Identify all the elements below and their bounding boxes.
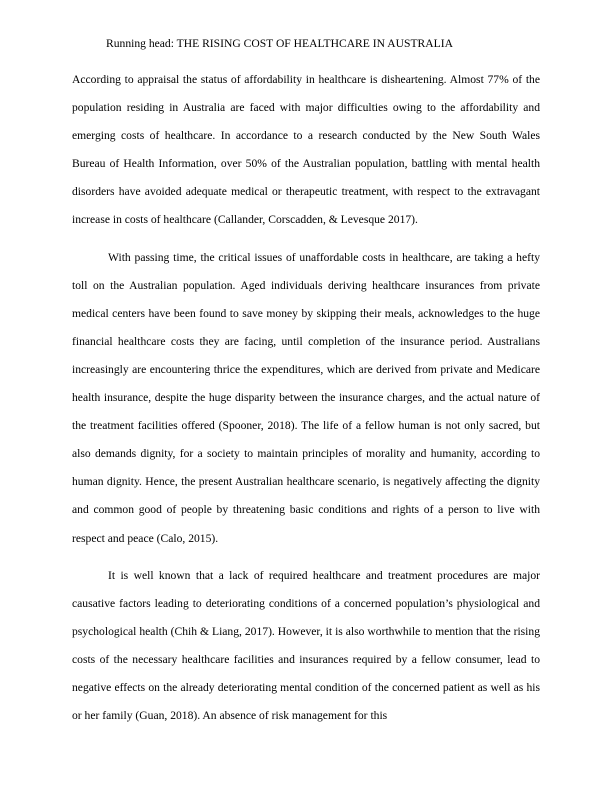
paragraph-3: It is well known that a lack of required healthcare and treatment procedures are major causative factors leading to deteriorating conditions of a concerned population’s physiological and psychological health (Chih & Liang, 2017). However, it is also worthwhile to mention that the rising costs of the necessary healthcare facilities and insurances required by a fellow consumer, lead to negative effects on the already deteriorating mental condition of the concerned patient as well as his or her family (Guan, 2018). An absence of risk management for this xyxy=(72,568,540,723)
body-text xyxy=(72,66,540,730)
paragraph-1: According to appraisal the status of affordability in healthcare is disheartening. Almost 77% of the population residing in Australia are faced with major difficulties owing to the affordability and emerging costs of healthcare. In accordance to a research conducted by the New South Wales Bureau of Health Information, over 50% of the Australian population, battling with mental health disorders have avoided adequate medical or therapeutic treatment, with respect to the extravagant increase in costs of healthcare (Callander, Corscadden, & Levesque 2017). xyxy=(72,73,540,227)
paragraph-2: With passing time, the critical issues of unaffordable costs in healthcare, are taking a hefty toll on the Australian population. Aged individuals deriving healthcare insurances from private medical centers have been found to save money by skipping their meals, acknowledges to the huge financial healthcare costs they are facing, until completion of the insurance period. Australians increasingly are encountering thrice the expenditures, which are derived from private and Medicare health insurance, despite the huge disparity between the insurance charges, and the actual nature of the treatment facilities offered (Spooner, 2018). The life of a fellow human is not only sacred, but also demands dignity, for a society to maintain principles of morality and humanity, according to human dignity. Hence, the present Australian healthcare scenario, is negatively affecting the dignity and common good of people by threatening basic conditions and rights of a person to live with respect and peace (Calo, 2015). xyxy=(72,250,540,545)
running-head: Running head: THE RISING COST OF HEALTHCARE IN AUSTRALIA xyxy=(106,37,453,50)
